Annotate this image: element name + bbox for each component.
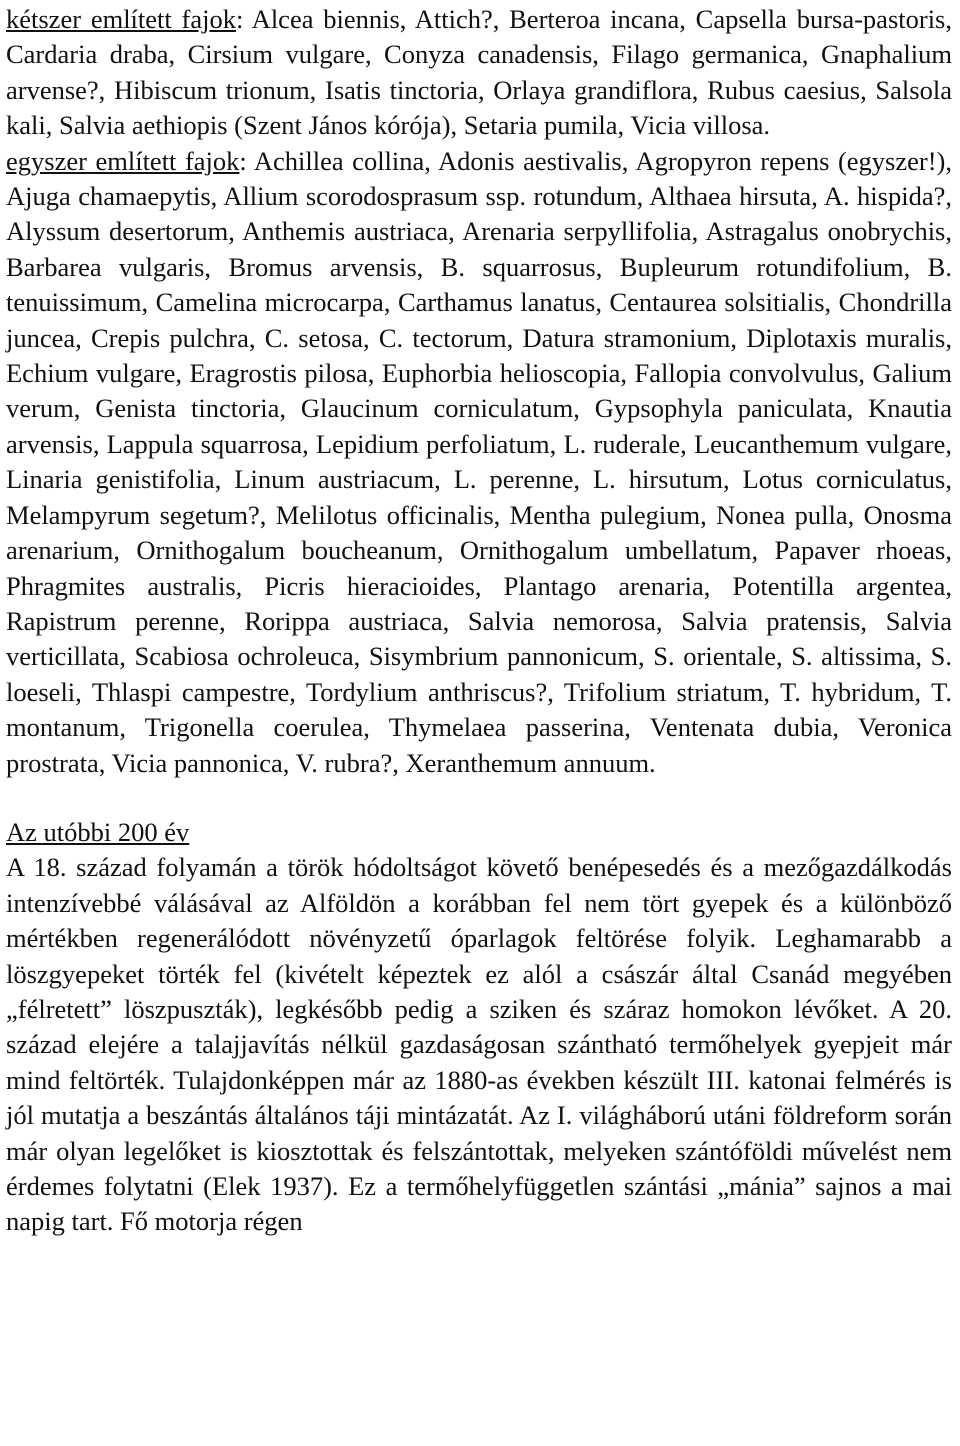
species-list-once: [6, 144, 952, 781]
twice-mentioned-label: kétszer említett fajok: [6, 4, 236, 34]
once-mentioned-label: egyszer említett fajok: [6, 145, 240, 176]
twice-mentioned-text: : Alcea biennis, Attich?, Berteroa incana, Capsella bursa-pastoris, Cardaria draba, Cirsium vulgare, Conyza canadensis, Filago germanica, Gnaphalium arvense?, Hibiscum trionum, Isatis tinctoria, Orlaya grandiflora, Rubus caesius, Salsola kali, Salvia aethiopis (Szent János kórója), Setaria pumila, Vicia villosa.: [6, 4, 952, 141]
section-heading: Az utóbbi 200 év: [6, 816, 190, 847]
once-mentioned-text: : Achillea collina, Adonis aestivalis, Agropyron repens (egyszer!), Ajuga chamaepytis, Allium scorodosprasum ssp. rotundum, Althaea hirsuta, A. hispida?, Alyssum desertorum, Anthemis austriaca, Arenaria serpyllifolia, Astragalus onobrychis, Barbarea vulgaris, Bromus arvensis, B. squarrosus, Bupleurum rotundifolium, B. tenuissimum, Camelina microcarpa, Carthamus lanatus, Centaurea solsitialis, Chondrilla juncea, Crepis pulchra, C. setosa, C. tectorum, Datura stramonium, Diplotaxis muralis, Echium vulgare, Eragrostis pilosa, Euphorbia helioscopia, Fallopia convolvulus, Galium verum, Genista tinctoria, Glaucinum corniculatum, Gypsophyla paniculata, Knautia arvensis, Lappula squarrosa, Lepidium perfoliatum, L. ruderale, Leucanthemum vulgare, Linaria genistifolia, Linum austriacum, L. perenne, L. hirsutum, Lotus corniculatus, Melampyrum segetum?, Melilotus officinalis, Mentha pulegium, Nonea pulla, Onosma arenarium, Ornithogalum boucheanum, Ornithogalum umbellatum, Papaver rhoeas, Phragmites australis, Picris hieracioides, Plantago arenaria, Potentilla argentea, Rapistrum perenne, Rorippa austriaca, Salvia nemorosa, Salvia pratensis, Salvia verticillata, Scabiosa ochroleuca, Sisymbrium pannonicum, S. orientale, S. altissima, S. loeseli, Thlaspi campestre, Tordylium anthriscus?, Trifolium striatum, T. hybridum, T. montanum, Trigonella coerulea, Thymelaea passerina, Ventenata dubia, Veronica prostrata, Vicia pannonica, V. rubra?, Xeranthemum annuum.: [6, 145, 952, 778]
body-paragraph: A 18. század folyamán a török hódoltságot követő benépesedés és a mezőgazdálkodás intenzívebbé válásával az Alföldön a korábban fel nem tört gyepek és a különböző mértékben regenerálódott növényzetű óparlagok feltörése folyik. Leghamarabb a löszgyepeket törték fel (kivételt képeztek ez alól a császár által Csanád megyében „félretett” löszpuszták), legkésőbb pedig a sziken és száraz homokon lévőket. A 20. század elejére a talajjavítás nélkül gazdaságosan szántható termőhelyek gyepjeit már mind feltörték. Tulajdonképpen már az 1880-as években készült III. katonai felmérés is jól mutatja a beszántás általános táji mintázatát. Az I. világháború utáni földreform során már olyan legelőket is kiosztottak és felszántottak, melyeken szántóföldi művelést nem érdemes folytatni (Elek 1937). Ez a termőhelyfüggetlen szántási „mánia” sajnos a mai napig tart. Fő motorja régen: [6, 852, 952, 1237]
species-list-twice: [6, 2, 952, 144]
